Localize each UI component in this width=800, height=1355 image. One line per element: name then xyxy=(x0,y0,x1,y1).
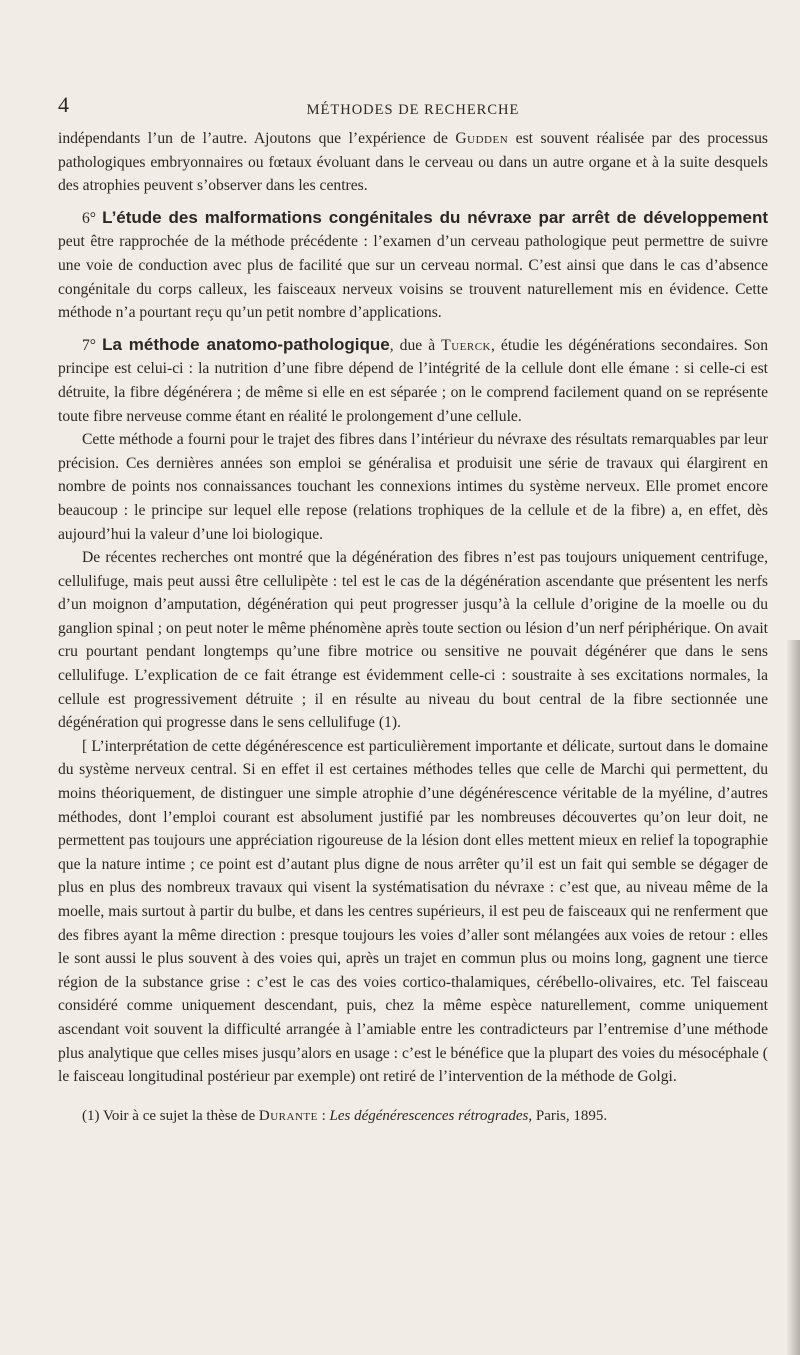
running-head xyxy=(58,92,768,122)
body-text xyxy=(58,127,768,1089)
author-name: Gudden xyxy=(455,130,509,147)
page-edge-shadow xyxy=(786,640,800,1355)
page xyxy=(58,92,768,1127)
paragraph: Cette méthode a fourni pour le trajet des fibres dans l’intérieur du névraxe des résultats remarquables par leur précision. Ces dernières années son emploi se généralisa et produisit une série de travaux qui élargirent en nombre de points nos connaissances touchant les connexions intimes du système nerveux. Elle promet encore beaucoup : le principe sur lequel elle repose (relations trophiques de la cellule et de la fibre) a, en effet, dès aujourd’hui la valeur d’une loi biologique. xyxy=(58,431,768,543)
section-anatomo-pathologique: 7° La méthode anatomo-pathologique, due à Tuerck, étudie les dégénérations secondaires. Son principe est celui-ci : la nutrition d’une fibre dépend de l’intégrité de la cellule dont elle émane : si celle-ci est détruite, la fibre dégénérera ; de même si elle en est séparée ; on le comprend facilement quand on se représente toute fibre nerveuse comme étant en réalité le prolongement d’une cellule. xyxy=(58,334,769,425)
footnote-author: Durante xyxy=(258,1107,318,1124)
section-malformations: 6° L’étude des malformations congénitales du névraxe par arrêt de développement peut être rapprochée de la méthode précédente : l’examen d’un cerveau pathologique peut permettre de suivre une voie de conduction avec plus de facilité que sur un cerveau normal. C’est ainsi que dans le cas d’absence congénitale du corps calleux, les faisceaux nerveux voisins se trouvent naturellement mis en évidence. Cette méthode n’a pourtant reçu qu’un petit nombre d’applications. xyxy=(58,207,768,322)
paragraph: De récentes recherches ont montré que la dégénération des fibres n’est pas toujours uniquement centrifuge, cellulifuge, mais peut aussi être cellulipète : tel est le cas de la dégénération ascendante que présentent les nerfs d’un moignon d’amputation, dégénération qui peut progresser jusqu’à la cellule d’origine de la moelle ou du ganglion spinal ; on peut noter le même phénomène après toute section ou lésion d’un nerf périphérique. On avait cru pourtant pendant longtemps qu’une fibre motrice ou sensitive ne pouvait dégénérer que dans le sens cellulifuge. L’explication de ce fait étrange est évidemment celle-ci : soustraite à ses excitations normales, la cellule est progressivement détruite ; il en résulte au niveau du bout central de la fibre sectionnée une dégénération qui progresse dans le sens cellulifuge (1). xyxy=(58,549,768,732)
running-title: MÉTHODES DE RECHERCHE xyxy=(306,102,520,118)
section-heading: La méthode anatomo-pathologique xyxy=(102,334,390,354)
paragraph-continuation: indépendants l’un de l’autre. Ajoutons que l’expérience de Gudden est souvent réalisée par des processus pathologiques embryonnaires ou fœtaux évoluant dans le cerveau ou dans un autre organe et à la suite desquels des atrophies peuvent s’observer dans les centres. xyxy=(58,130,768,195)
page-number: 4 xyxy=(58,92,69,117)
footnote: (1) Voir à ce sujet la thèse de Durante : Les dégénérescences rétrogrades, Paris, 1895. xyxy=(82,1107,608,1124)
footnote-title: Les dégénérescences rétrogrades xyxy=(329,1107,529,1124)
author-name: Tuerck xyxy=(441,336,491,354)
section-heading: L’étude des malformations congénitales du névraxe par arrêt de développement xyxy=(102,207,768,227)
paragraph-bracketed: [ L’interprétation de cette dégénérescence est particulièrement importante et délicate, surtout dans le domaine du système nerveux central. Si en effet il est certaines méthodes telles que celle de Marchi qui permettent, du moins théoriquement, de distinguer une simple atrophie d’une dégénérescence véritable de la myéline, d’autres méthodes, dont l’emploi courant est absolument justifié par les nombreuses découvertes qu’on leur doit, ne permettent pas toujours une appréciation rigoureuse de la lésion dont elles mettent mieux en relief la topographie que la nature intime ; ce point est d’autant plus digne de nous arrêter qu’il est un fait qui semble se dégager de plus en plus des nombreux travaux qui visent la systématisation du névraxe : c’est que, au niveau même de la moelle, mais surtout à partir du bulbe, et dans les centres supérieurs, il est peu de faisceaux qui ne renferment que des fibres ayant la même direction : presque toujours les voies d’aller sont mélangées aux voies de retour : elles le sont aussi le plus souvent à des voies qui, après un trajet en commun plus ou moins long, gagnent une tierce région de la substance grise : c’est le cas des voies cortico-thalamiques, cérébello-olivaires, etc. Tel faisceau considéré comme uniquement descendant, puis, chez la même espèce naturellement, comme uniquement ascendant voit souvent la difficulté arrangée à l’amiable entre les contradicteurs par l’entremise d’une méthode plus analytique que celles mises jusqu’alors en usage : c’est le bénéfice que la plupart des voies du mésocéphale ( le faisceau longitudinal postérieur par exemple) ont retiré de l’intervention de la méthode de Golgi. xyxy=(58,737,768,1086)
